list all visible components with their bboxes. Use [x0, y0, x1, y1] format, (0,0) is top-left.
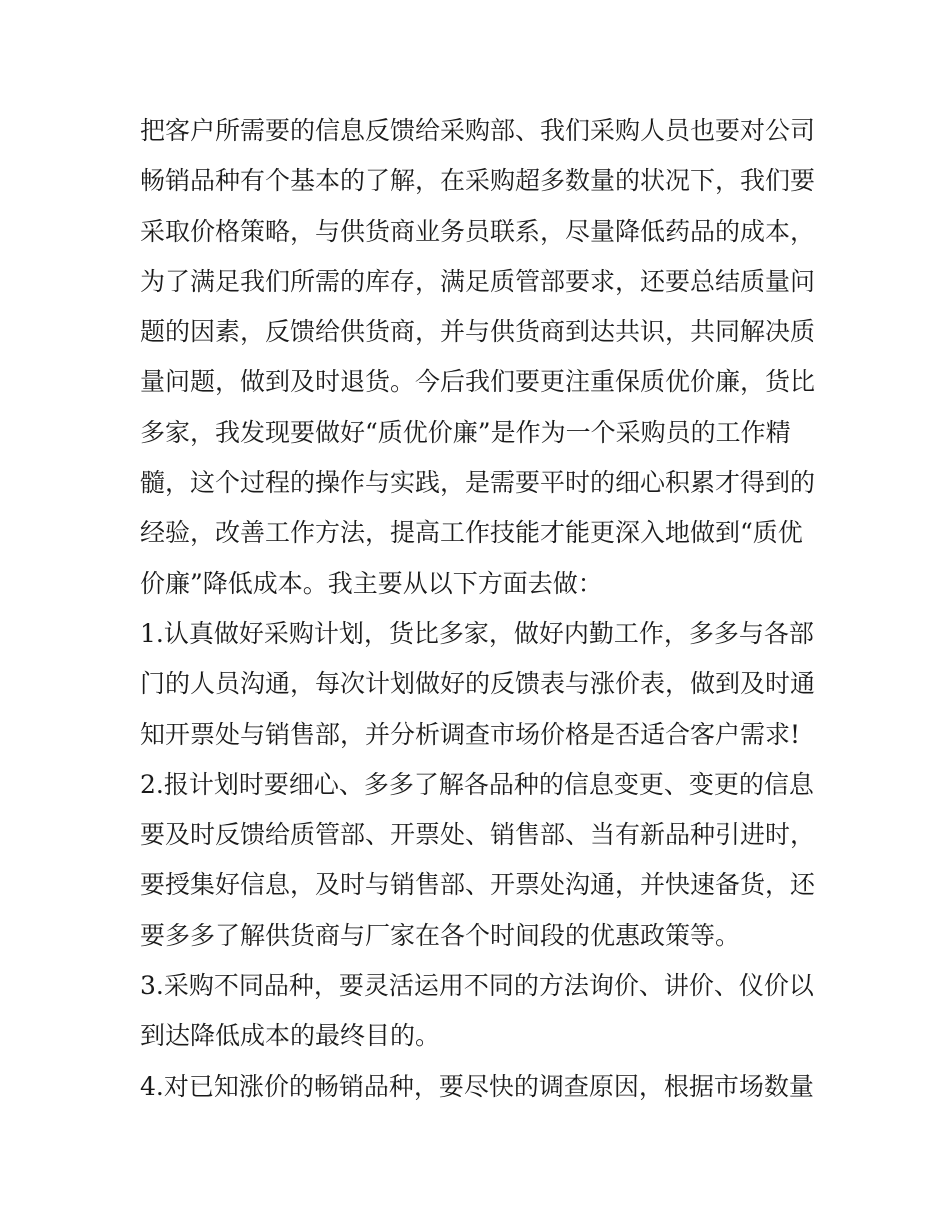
list-item-line: 1.认真做好采购计划，货比多家，做好内勤工作，多多与各部 [140, 618, 814, 648]
list-item-line: 要及时反馈给质管部、开票处、销售部、当有新品种引进时， [140, 820, 816, 850]
text-line: 把客户所需要的信息反馈给采购部、我们采购人员也要对公司 [140, 116, 816, 145]
list-item-line: 到达降低成本的最终目的。 [140, 1021, 441, 1051]
list-item-line: 知开票处与销售部，并分析调查市场价格是否适合客户需求! [140, 719, 801, 749]
list-item-line: 3.采购不同品种，要灵活运用不同的方法询价、讲价、仪价以 [140, 971, 814, 1001]
list-item-line: 要授集好信息，及时与销售部、开票处沟通，并快速备货，还 [140, 870, 816, 900]
text-line: 多家，我发现要做好“质优价廉”是作为一个采购员的工作精 [140, 417, 791, 447]
text-line: 经验，改善工作方法，提高工作技能才能更深入地做到“质优 [140, 518, 803, 548]
text-line: 为了满足我们所需的库存，满足质管部要求，还要总结质量问 [140, 266, 816, 296]
list-item-line: 4.对已知涨价的畅销品种，要尽快的调查原因，根据市场数量 [140, 1071, 814, 1101]
text-line: 量问题，做到及时退货。今后我们要更注重保质优价廉，货比 [140, 367, 816, 397]
text-line: 题的因素，反馈给供货商，并与供货商到达共识，共同解决质 [140, 317, 816, 347]
text-line: 畅销品种有个基本的了解，在采购超多数量的状况下，我们要 [140, 166, 816, 196]
list-item-line: 门的人员沟通，每次计划做好的反馈表与涨价表，做到及时通 [140, 669, 816, 699]
text-line: 采取价格策略，与供货商业务员联系，尽量降低药品的成本， [140, 216, 816, 246]
body-text [140, 106, 820, 1112]
list-item-line: 要多多了解供货商与厂家在各个时间段的优惠政策等。 [140, 920, 741, 950]
text-line: 价廉”降低成本。我主要从以下方面去做： [140, 568, 603, 598]
list-item-line: 2.报计划时要细心、多多了解各品种的信息变更、变更的信息 [140, 769, 814, 799]
text-line: 髓，这个过程的操作与实践，是需要平时的细心积累才得到的 [140, 468, 816, 498]
